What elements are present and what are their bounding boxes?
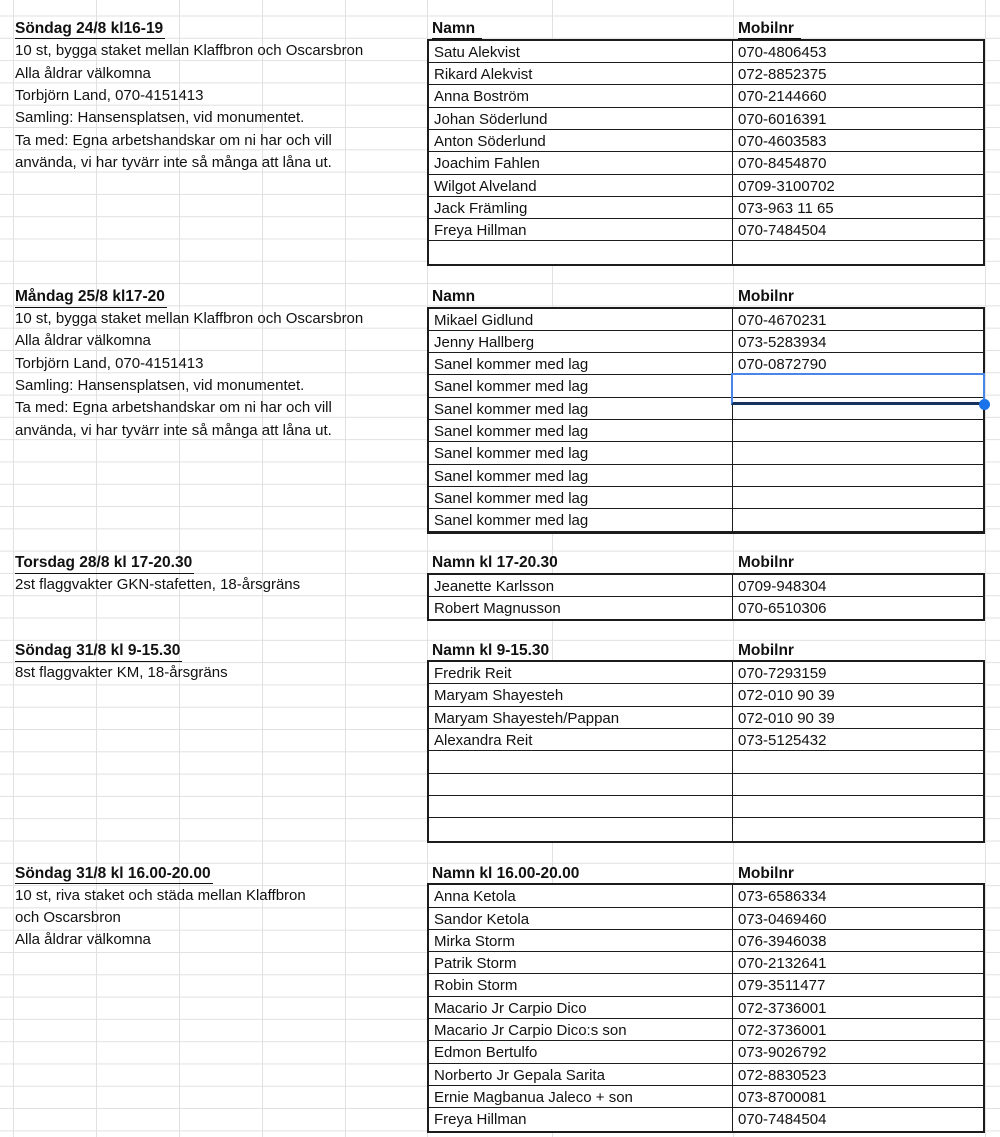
- table-row: [429, 885, 983, 907]
- description-cell[interactable]: Alla åldrar välkomna: [15, 64, 151, 82]
- name-cell[interactable]: Maryam Shayesteh: [429, 684, 733, 705]
- table-row: [429, 85, 983, 107]
- section-title-cell[interactable]: Söndag 31/8 kl 16.00-20.00: [15, 861, 213, 884]
- table-row: [429, 1086, 983, 1108]
- table-row: [429, 997, 983, 1019]
- section-title-cell[interactable]: Söndag 24/8 kl16-19: [15, 16, 165, 39]
- mobile-cell[interactable]: 079-3511477: [738, 977, 826, 995]
- mobile-cell[interactable]: 070-7484504: [738, 222, 827, 240]
- table-row: [429, 908, 983, 930]
- name-cell[interactable]: Anna Ketola: [429, 885, 733, 906]
- name-cell[interactable]: [429, 818, 733, 840]
- mobile-cell[interactable]: [733, 774, 983, 795]
- table-row: [429, 930, 983, 952]
- table-row: [429, 662, 983, 684]
- table-row: [429, 796, 983, 818]
- table-row: [429, 575, 983, 597]
- table-row: [429, 331, 983, 353]
- table-row: [429, 241, 983, 263]
- column-header-mobilnr[interactable]: Mobilnr: [738, 285, 801, 308]
- column-header-namn[interactable]: Namn kl 9-15.30: [432, 639, 556, 662]
- description-cell[interactable]: 10 st, bygga staket mellan Klaffbron och Oscarsbron: [15, 42, 364, 60]
- table-row: [429, 108, 983, 130]
- description-cell[interactable]: Samling: Hansensplatsen, vid monumentet.: [15, 109, 305, 127]
- description-cell[interactable]: Alla åldrar välkomna: [15, 332, 151, 350]
- name-cell[interactable]: Alexandra Reit: [429, 729, 733, 750]
- table-row: [429, 509, 983, 531]
- table-row: [429, 1064, 983, 1086]
- description-cell[interactable]: 10 st, riva staket och städa mellan Klaffbron: [15, 886, 306, 904]
- name-cell[interactable]: Mikael Gidlund: [429, 309, 733, 330]
- table-row: [429, 818, 983, 840]
- column-header-namn[interactable]: Namn kl 16.00-20.00: [432, 861, 586, 884]
- table-row: [429, 1019, 983, 1041]
- column-header-namn[interactable]: Namn: [432, 285, 482, 308]
- mobile-cell[interactable]: [733, 465, 983, 486]
- mobile-cell[interactable]: 070-4670231: [738, 311, 827, 329]
- mobile-cell[interactable]: [733, 442, 983, 463]
- name-cell[interactable]: Fredrik Reit: [429, 662, 733, 683]
- mobile-cell[interactable]: 0709-948304: [738, 577, 827, 595]
- mobile-cell[interactable]: 070-4603583: [738, 132, 827, 150]
- table-row: [429, 309, 983, 331]
- mobile-cell[interactable]: 073-5283934: [738, 333, 827, 351]
- mobile-cell[interactable]: 072-8852375: [738, 66, 827, 84]
- signup-table: [427, 660, 985, 842]
- mobile-cell[interactable]: 070-2132641: [738, 955, 827, 973]
- mobile-cell[interactable]: 072-3736001: [738, 1022, 827, 1040]
- name-cell[interactable]: Sanel kommer med lag: [429, 465, 733, 486]
- column-header-namn[interactable]: Namn: [432, 16, 482, 39]
- name-cell[interactable]: Freya Hillman: [429, 1108, 733, 1130]
- name-cell[interactable]: Johan Söderlund: [429, 108, 733, 129]
- table-row: [429, 130, 983, 152]
- mobile-cell[interactable]: [733, 241, 983, 263]
- description-cell[interactable]: 10 st, bygga staket mellan Klaffbron och Oscarsbron: [15, 310, 364, 328]
- section-title-cell[interactable]: Söndag 31/8 kl 9-15.30: [15, 639, 182, 662]
- mobile-cell[interactable]: 070-4806453: [738, 43, 827, 61]
- table-row: [429, 219, 983, 241]
- column-header-namn[interactable]: Namn kl 17-20.30: [432, 551, 565, 574]
- name-cell[interactable]: Sanel kommer med lag: [429, 375, 733, 396]
- name-cell[interactable]: Satu Alekvist: [429, 41, 733, 62]
- description-cell[interactable]: Torbjörn Land, 070-4151413: [15, 86, 204, 104]
- mobile-cell[interactable]: [733, 818, 983, 840]
- mobile-cell[interactable]: 072-3736001: [738, 999, 827, 1017]
- name-cell[interactable]: Mirka Storm: [429, 930, 733, 951]
- section-title-cell[interactable]: Måndag 25/8 kl17-20: [15, 285, 167, 308]
- description-cell[interactable]: Ta med: Egna arbetshandskar om ni har och vill: [15, 399, 332, 417]
- name-cell[interactable]: Edmon Bertulfo: [429, 1041, 733, 1062]
- description-cell[interactable]: använda, vi har tyvärr inte så många att låna ut.: [15, 153, 332, 171]
- column-header-mobilnr[interactable]: Mobilnr: [738, 551, 801, 574]
- name-cell[interactable]: Rikard Alekvist: [429, 63, 733, 84]
- name-cell[interactable]: Sanel kommer med lag: [429, 487, 733, 508]
- table-row: [429, 597, 983, 619]
- name-cell[interactable]: Wilgot Alveland: [429, 175, 733, 196]
- table-row: [429, 487, 983, 509]
- mobile-cell[interactable]: [733, 796, 983, 817]
- column-header-mobilnr[interactable]: Mobilnr: [738, 16, 801, 39]
- signup-table: [427, 573, 985, 622]
- table-row: [429, 774, 983, 796]
- name-cell[interactable]: Sanel kommer med lag: [429, 353, 733, 374]
- name-cell[interactable]: Jack Främling: [429, 197, 733, 218]
- description-cell[interactable]: 2st flaggvakter GKN-stafetten, 18-årsgräns: [15, 576, 301, 594]
- table-row: [429, 420, 983, 442]
- name-cell[interactable]: Joachim Fahlen: [429, 152, 733, 173]
- mobile-cell[interactable]: [733, 487, 983, 508]
- table-row: [429, 442, 983, 464]
- mobile-cell[interactable]: [733, 509, 983, 530]
- mobile-cell[interactable]: 073-963 11 65: [738, 199, 834, 217]
- mobile-cell[interactable]: 070-7484504: [738, 1111, 827, 1129]
- signup-table: [427, 39, 985, 266]
- name-cell[interactable]: Anna Boström: [429, 85, 733, 106]
- name-cell[interactable]: [429, 241, 733, 263]
- table-row: [429, 41, 983, 63]
- description-cell[interactable]: och Oscarsbron: [15, 909, 121, 927]
- selection-handle[interactable]: [979, 399, 990, 410]
- table-row: [429, 197, 983, 219]
- description-cell[interactable]: Samling: Hansensplatsen, vid monumentet.: [15, 377, 305, 394]
- name-cell[interactable]: Anton Söderlund: [429, 130, 733, 151]
- name-cell[interactable]: Freya Hillman: [429, 219, 733, 240]
- table-row: [429, 707, 983, 729]
- description-cell[interactable]: Alla åldrar välkomna: [15, 931, 151, 949]
- name-cell[interactable]: [429, 751, 733, 772]
- name-cell[interactable]: Macario Jr Carpio Dico: [429, 997, 733, 1018]
- mobile-cell[interactable]: 0709-3100702: [738, 177, 835, 195]
- signup-table: [427, 307, 985, 534]
- name-cell[interactable]: Sanel kommer med lag: [429, 442, 733, 463]
- table-row: [429, 63, 983, 85]
- table-row: [429, 1041, 983, 1063]
- name-cell[interactable]: [429, 774, 733, 795]
- name-cell[interactable]: Sanel kommer med lag: [429, 509, 733, 530]
- name-cell[interactable]: Robert Magnusson: [429, 597, 733, 619]
- name-cell[interactable]: Sanel kommer med lag: [429, 420, 733, 441]
- name-cell[interactable]: Patrik Storm: [429, 952, 733, 973]
- mobile-cell[interactable]: 073-8700081: [738, 1088, 827, 1106]
- name-cell[interactable]: Jeanette Karlsson: [429, 575, 733, 596]
- mobile-cell[interactable]: 073-0469460: [738, 910, 827, 928]
- table-row: [429, 175, 983, 197]
- mobile-cell[interactable]: [733, 751, 983, 772]
- name-cell[interactable]: Ernie Magbanua Jaleco + son: [429, 1086, 733, 1107]
- mobile-cell[interactable]: 070-0872790: [738, 356, 827, 374]
- selected-cell-outline[interactable]: [731, 373, 985, 404]
- mobile-cell[interactable]: 073-5125432: [738, 732, 827, 750]
- mobile-cell[interactable]: 073-6586334: [738, 888, 827, 906]
- table-row: [429, 684, 983, 706]
- mobile-cell[interactable]: 076-3946038: [738, 932, 827, 950]
- mobile-cell[interactable]: 072-8830523: [738, 1066, 827, 1084]
- name-cell[interactable]: Sandor Ketola: [429, 908, 733, 929]
- table-row: [429, 974, 983, 996]
- table-row: [429, 729, 983, 751]
- column-header-mobilnr[interactable]: Mobilnr: [738, 861, 801, 884]
- description-cell[interactable]: Ta med: Egna arbetshandskar om ni har och vill: [15, 131, 332, 149]
- table-row: [429, 465, 983, 487]
- table-row: [429, 152, 983, 174]
- mobile-cell[interactable]: 070-6016391: [738, 110, 827, 128]
- signup-table: [427, 883, 985, 1132]
- table-row: [429, 1108, 983, 1130]
- name-cell[interactable]: Macario Jr Carpio Dico:s son: [429, 1019, 733, 1040]
- table-row: [429, 751, 983, 773]
- name-cell[interactable]: Maryam Shayesteh/Pappan: [429, 707, 733, 728]
- name-cell[interactable]: Sanel kommer med lag: [429, 398, 733, 419]
- mobile-cell[interactable]: 070-7293159: [738, 665, 827, 683]
- description-cell[interactable]: Torbjörn Land, 070-4151413: [15, 354, 204, 372]
- name-cell[interactable]: Norberto Jr Gepala Sarita: [429, 1064, 733, 1085]
- mobile-cell[interactable]: 073-9026792: [738, 1044, 827, 1062]
- description-cell[interactable]: 8st flaggvakter KM, 18-årsgräns: [15, 663, 228, 681]
- mobile-cell[interactable]: 070-8454870: [738, 155, 827, 173]
- mobile-cell[interactable]: 072-010 90 39: [738, 687, 835, 705]
- mobile-cell[interactable]: 070-2144660: [738, 88, 827, 106]
- name-cell[interactable]: [429, 796, 733, 817]
- name-cell[interactable]: Jenny Hallberg: [429, 331, 733, 352]
- table-row: [429, 952, 983, 974]
- column-header-mobilnr[interactable]: Mobilnr: [738, 639, 801, 662]
- mobile-cell[interactable]: 072-010 90 39: [738, 709, 835, 727]
- name-cell[interactable]: Robin Storm: [429, 974, 733, 995]
- description-cell[interactable]: använda, vi har tyvärr inte så många att låna ut.: [15, 421, 332, 439]
- mobile-cell[interactable]: 070-6510306: [738, 599, 827, 617]
- table-row: [429, 353, 983, 375]
- mobile-cell[interactable]: [733, 420, 983, 441]
- section-title-cell[interactable]: Torsdag 28/8 kl 17-20.30: [15, 551, 194, 574]
